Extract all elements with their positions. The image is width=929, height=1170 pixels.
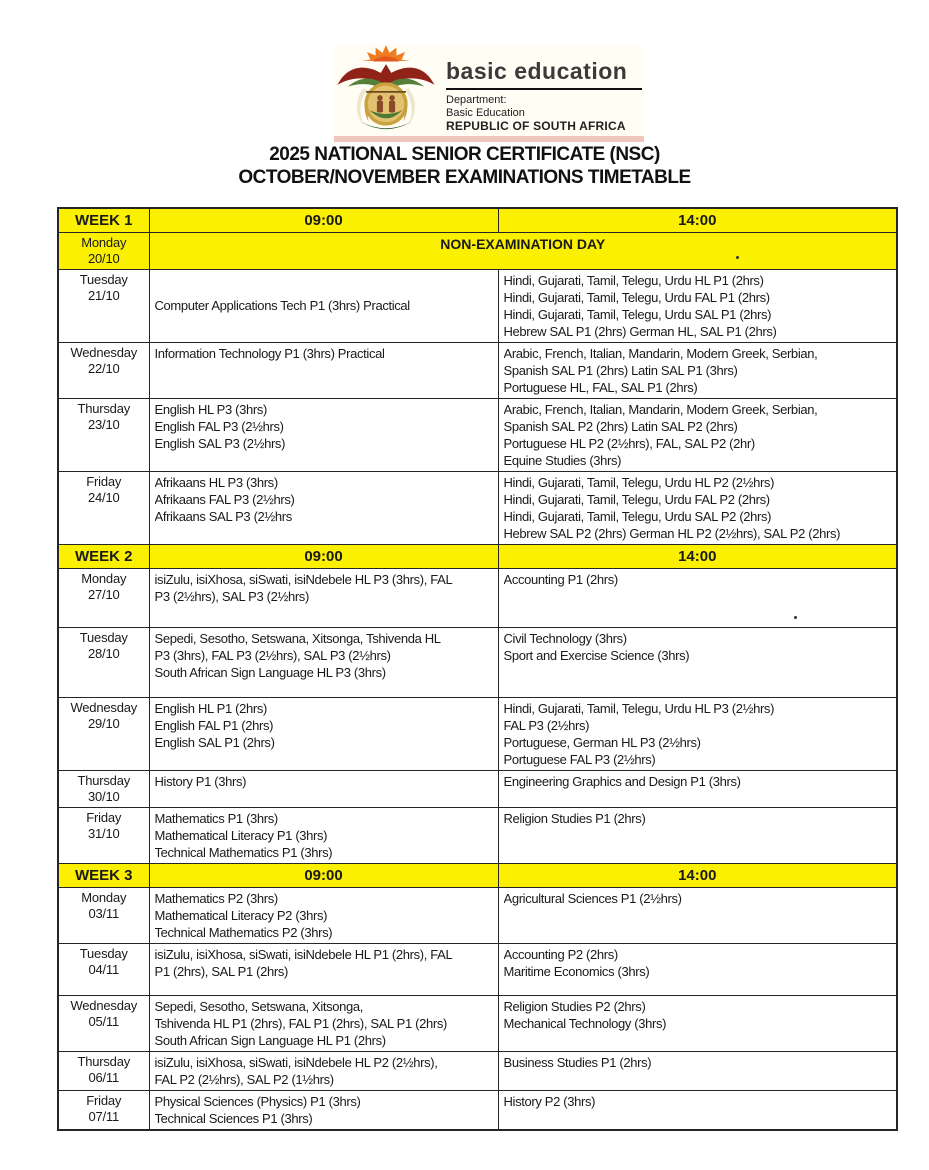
morning-cell — [149, 887, 498, 943]
day-name: Monday — [81, 234, 127, 250]
day-date: 27/10 — [87, 586, 120, 602]
doe-wordmark-block — [446, 58, 642, 133]
exam-line: Hindi, Gujarati, Tamil, Telegu, Urdu HL P2 (2½hrs) — [503, 474, 775, 490]
exam-line: Physical Sciences (Physics) P1 (3hrs) — [154, 1093, 361, 1109]
exam-line: isiZulu, isiXhosa, siSwati, isiNdebele HL P3 (3hrs), FAL — [154, 571, 453, 587]
exam-line: Technical Sciences P1 (3hrs) — [154, 1110, 313, 1126]
day-name: Thursday — [77, 400, 131, 416]
day-cell — [58, 943, 149, 995]
timetable-row — [58, 627, 897, 697]
day-name: Wednesday — [70, 344, 138, 360]
exam-line: Portuguese HL, FAL, SAL P1 (2hrs) — [503, 379, 698, 395]
exam-line: Spanish SAL P2 (2hrs) Latin SAL P2 (2hrs) — [503, 418, 738, 434]
day-cell — [58, 342, 149, 398]
day-name: Friday — [86, 809, 122, 825]
day-name: Monday — [81, 889, 127, 905]
exam-line: Sepedi, Sesotho, Setswana, Xitsonga, — [154, 998, 364, 1014]
afternoon-cell — [498, 770, 897, 807]
day-cell — [58, 627, 149, 697]
exam-line: Mathematics P2 (3hrs) — [154, 890, 278, 906]
exam-line: South African Sign Language HL P3 (3hrs) — [154, 664, 386, 680]
day-cell — [58, 398, 149, 471]
exam-line: Arabic, French, Italian, Mandarin, Modern Greek, Serbian, — [503, 401, 818, 417]
dept-label: Department: — [446, 94, 507, 106]
day-cell — [58, 807, 149, 863]
day-cell — [58, 1051, 149, 1090]
day-name: Tuesday — [79, 271, 128, 287]
timetable-row — [58, 770, 897, 807]
day-date: 22/10 — [87, 360, 120, 376]
exam-line: Sepedi, Sesotho, Setswana, Xitsonga, Tshivenda HL — [154, 630, 441, 646]
day-cell — [58, 995, 149, 1051]
timetable-row — [58, 269, 897, 342]
exam-line: English SAL P3 (2½hrs) — [154, 435, 286, 451]
timetable-row — [58, 697, 897, 770]
coat-of-arms-icon — [334, 45, 438, 137]
afternoon-cell — [498, 471, 897, 544]
exam-line: English SAL P1 (2hrs) — [154, 734, 275, 750]
exam-line: Sport and Exercise Science (3hrs) — [503, 647, 690, 663]
exam-line: Equine Studies (3hrs) — [503, 452, 622, 468]
afternoon-cell — [498, 342, 897, 398]
exam-line: English FAL P3 (2½hrs) — [154, 418, 284, 434]
day-date: 29/10 — [87, 715, 120, 731]
exam-line: Hindi, Gujarati, Tamil, Telegu, Urdu FAL P2 (2hrs) — [503, 491, 770, 507]
exam-line: Hebrew SAL P1 (2hrs) German HL, SAL P1 (2hrs) — [503, 323, 777, 339]
day-date: 20/10 — [87, 250, 120, 266]
afternoon-cell — [498, 398, 897, 471]
day-name: Tuesday — [79, 945, 128, 961]
doe-dept-lines — [446, 94, 642, 133]
day-cell — [58, 568, 149, 627]
morning-cell — [149, 269, 498, 342]
exam-line: Mathematical Literacy P2 (3hrs) — [154, 907, 328, 923]
exam-line: Religion Studies P1 (2hrs) — [503, 810, 646, 826]
exam-line: isiZulu, isiXhosa, siSwati, isiNdebele HL P2 (2½hrs), — [154, 1054, 438, 1070]
timetable-row — [58, 887, 897, 943]
day-date: 21/10 — [87, 287, 120, 303]
timetable — [57, 207, 898, 1131]
exam-line: Spanish SAL P1 (2hrs) Latin SAL P1 (3hrs) — [503, 362, 738, 378]
exam-line: Portuguese HL P2 (2½hrs), FAL, SAL P2 (2hr) — [503, 435, 755, 451]
morning-cell — [149, 943, 498, 995]
doe-logo-block — [334, 44, 644, 136]
day-name: Thursday — [77, 772, 131, 788]
exam-line: P3 (3hrs), FAL P3 (2½hrs), SAL P3 (2½hrs) — [154, 647, 391, 663]
exam-line: Agricultural Sciences P1 (2½hrs) — [503, 890, 682, 906]
morning-cell — [149, 770, 498, 807]
morning-cell — [149, 398, 498, 471]
exam-line: Technical Mathematics P2 (3hrs) — [154, 924, 333, 940]
day-date: 28/10 — [87, 645, 120, 661]
timetable-row — [58, 943, 897, 995]
timetable-row — [58, 471, 897, 544]
exam-line: History P1 (3hrs) — [154, 773, 247, 789]
day-cell — [58, 770, 149, 807]
day-name: Tuesday — [79, 629, 128, 645]
exam-line: History P2 (3hrs) — [503, 1093, 596, 1109]
exam-line: isiZulu, isiXhosa, siSwati, isiNdebele HL P1 (2hrs), FAL — [154, 946, 453, 962]
day-cell — [58, 887, 149, 943]
afternoon-cell — [498, 887, 897, 943]
day-cell — [58, 471, 149, 544]
exam-line: Engineering Graphics and Design P1 (3hrs) — [503, 773, 741, 789]
afternoon-cell — [498, 995, 897, 1051]
exam-line: FAL P2 (2½hrs), SAL P2 (1½hrs) — [154, 1071, 334, 1087]
day-name: Thursday — [77, 1053, 131, 1069]
exam-line: English FAL P1 (2hrs) — [154, 717, 274, 733]
scan-artifact-strip — [334, 136, 644, 142]
exam-line: English HL P3 (3hrs) — [154, 401, 267, 417]
morning-time-header: 09:00 — [149, 208, 498, 232]
exam-line: Accounting P1 (2hrs) — [503, 571, 618, 587]
exam-line: Information Technology P1 (3hrs) Practical — [154, 345, 385, 361]
exam-line: Afrikaans SAL P3 (2½hrs — [154, 508, 292, 524]
exam-line: Civil Technology (3hrs) — [503, 630, 627, 646]
day-date: 24/10 — [87, 489, 120, 505]
exam-line: Mathematics P1 (3hrs) — [154, 810, 278, 826]
morning-cell — [149, 568, 498, 627]
afternoon-cell — [498, 1051, 897, 1090]
exam-line: English HL P1 (2hrs) — [154, 700, 267, 716]
day-date: 06/11 — [88, 1069, 120, 1085]
morning-cell — [149, 995, 498, 1051]
timetable-row — [58, 807, 897, 863]
day-cell — [58, 232, 149, 269]
exam-line: Portuguese, German HL P3 (2½hrs) — [503, 734, 701, 750]
dept-country: REPUBLIC OF SOUTH AFRICA — [446, 119, 626, 133]
day-name: Friday — [86, 473, 122, 489]
day-date: 31/10 — [87, 825, 120, 841]
non-exam-day-cell: NON-EXAMINATION DAY — [149, 232, 897, 269]
scan-artifact-dot — [736, 256, 739, 259]
week-label: WEEK 2 — [58, 544, 149, 568]
morning-time-header: 09:00 — [149, 544, 498, 568]
exam-line: Business Studies P1 (2hrs) — [503, 1054, 652, 1070]
timetable-row — [58, 398, 897, 471]
afternoon-time-header: 14:00 — [498, 863, 897, 887]
afternoon-cell — [498, 1090, 897, 1130]
exam-line: Computer Applications Tech P1 (3hrs) Practical — [154, 298, 410, 313]
exam-line: Hindi, Gujarati, Tamil, Telegu, Urdu HL P1 (2hrs) — [503, 272, 764, 288]
morning-time-header: 09:00 — [149, 863, 498, 887]
day-name: Monday — [81, 570, 127, 586]
exam-line: South African Sign Language HL P1 (2hrs) — [154, 1032, 386, 1048]
morning-cell — [149, 807, 498, 863]
day-cell — [58, 1090, 149, 1130]
afternoon-time-header: 14:00 — [498, 208, 897, 232]
day-date: 03/11 — [88, 905, 120, 921]
day-cell — [58, 269, 149, 342]
week-label: WEEK 3 — [58, 863, 149, 887]
afternoon-cell — [498, 627, 897, 697]
morning-cell — [149, 1090, 498, 1130]
morning-cell — [149, 1051, 498, 1090]
exam-line: Mechanical Technology (3hrs) — [503, 1015, 667, 1031]
page-title — [0, 143, 929, 189]
morning-cell — [149, 697, 498, 770]
exam-line: Tshivenda HL P1 (2hrs), FAL P1 (2hrs), SAL P1 (2hrs) — [154, 1015, 447, 1031]
exam-line: Afrikaans FAL P3 (2½hrs) — [154, 491, 295, 507]
exam-line: Maritime Economics (3hrs) — [503, 963, 650, 979]
day-date: 30/10 — [87, 788, 120, 804]
exam-line: Religion Studies P2 (2hrs) — [503, 998, 646, 1014]
day-name: Wednesday — [70, 699, 138, 715]
afternoon-cell — [498, 568, 897, 627]
title-line1: 2025 NATIONAL SENIOR CERTIFICATE (NSC) — [269, 144, 660, 165]
exam-line: Afrikaans HL P3 (3hrs) — [154, 474, 278, 490]
morning-cell — [149, 627, 498, 697]
week-header-row — [58, 544, 897, 568]
morning-cell — [149, 471, 498, 544]
exam-line: Mathematical Literacy P1 (3hrs) — [154, 827, 328, 843]
afternoon-cell — [498, 697, 897, 770]
afternoon-cell — [498, 943, 897, 995]
dept-name: Basic Education — [446, 107, 525, 119]
exam-line: Arabic, French, Italian, Mandarin, Modern Greek, Serbian, — [503, 345, 818, 361]
day-date: 04/11 — [88, 961, 120, 977]
exam-line: P3 (2½hrs), SAL P3 (2½hrs) — [154, 588, 309, 604]
day-date: 07/11 — [88, 1108, 120, 1124]
timetable-row — [58, 232, 897, 269]
morning-cell — [149, 342, 498, 398]
timetable-body — [58, 208, 897, 1130]
day-cell — [58, 697, 149, 770]
day-date: 23/10 — [87, 416, 120, 432]
afternoon-cell — [498, 269, 897, 342]
exam-line: FAL P3 (2½hrs) — [503, 717, 590, 733]
timetable-row — [58, 1090, 897, 1130]
exam-line: Portuguese FAL P3 (2½hrs) — [503, 751, 656, 767]
exam-line: Accounting P2 (2hrs) — [503, 946, 618, 962]
day-date: 05/11 — [88, 1013, 120, 1029]
day-name: Wednesday — [70, 997, 138, 1013]
exam-line: Technical Mathematics P1 (3hrs) — [154, 844, 333, 860]
scan-artifact-dot — [794, 616, 797, 619]
week-label: WEEK 1 — [58, 208, 149, 232]
week-header-row — [58, 208, 897, 232]
doe-wordmark: basic education — [446, 58, 642, 90]
timetable-row — [58, 568, 897, 627]
exam-line: Hindi, Gujarati, Tamil, Telegu, Urdu SAL P2 (2hrs) — [503, 508, 772, 524]
timetable-row — [58, 342, 897, 398]
afternoon-cell — [498, 807, 897, 863]
title-line2: OCTOBER/NOVEMBER EXAMINATIONS TIMETABLE — [238, 167, 691, 188]
exam-line: Hebrew SAL P2 (2hrs) German HL P2 (2½hrs), SAL P2 (2hrs) — [503, 525, 841, 541]
exam-line: Hindi, Gujarati, Tamil, Telegu, Urdu FAL P1 (2hrs) — [503, 289, 770, 305]
timetable-row — [58, 995, 897, 1051]
afternoon-time-header: 14:00 — [498, 544, 897, 568]
day-name: Friday — [86, 1092, 122, 1108]
exam-line: Hindi, Gujarati, Tamil, Telegu, Urdu HL P3 (2½hrs) — [503, 700, 775, 716]
exam-line: P1 (2hrs), SAL P1 (2hrs) — [154, 963, 288, 979]
week-header-row — [58, 863, 897, 887]
exam-line: Hindi, Gujarati, Tamil, Telegu, Urdu SAL P1 (2hrs) — [503, 306, 772, 322]
timetable-row — [58, 1051, 897, 1090]
